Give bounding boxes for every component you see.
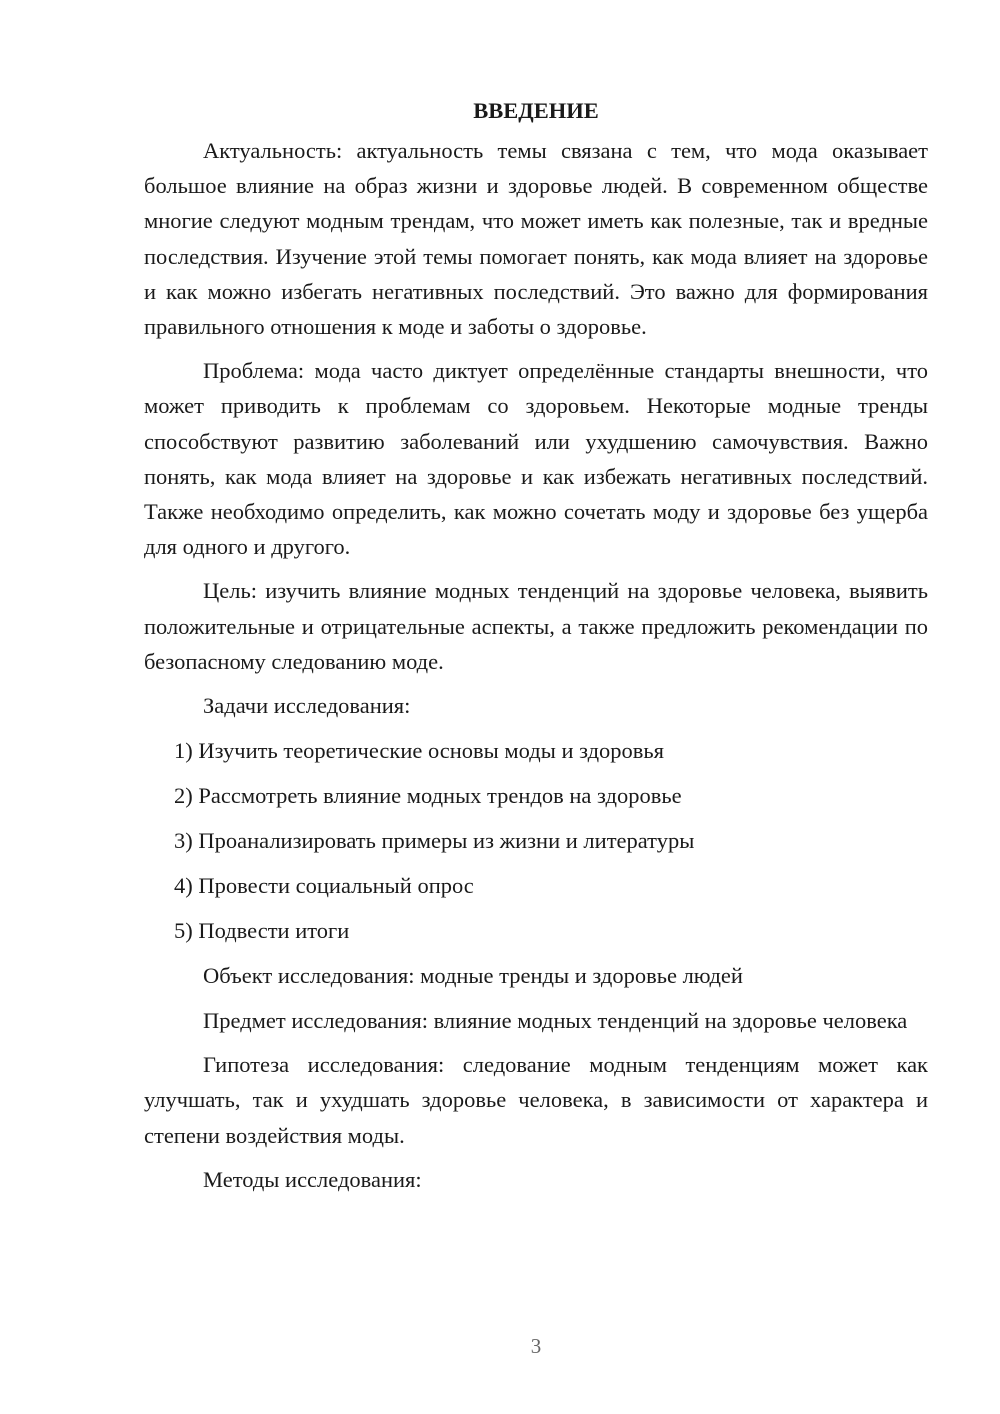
research-subject: Предмет исследования: влияние модных тенденций на здоровье человека (203, 1008, 908, 1034)
task-item: 2) Рассмотреть влияние модных трендов на здоровье (174, 783, 682, 809)
relevance-paragraph: Актуальность: актуальность темы связана с тем, что мода оказывает большое влияние на образ жизни и здоровье людей. В современном обществе многие следуют модным трендам, что может иметь как полезные, так и вредные последствия. Изучение этой темы помогает понять, как мода влияет на здоровье и как можно избегать негативных последствий. Это важно для формирования правильного отношения к моде и заботы о здоровье. (144, 138, 928, 340)
task-item: 4) Провести социальный опрос (174, 873, 474, 899)
document-body (144, 98, 928, 1207)
section-title: ВВЕДЕНИЕ (473, 98, 599, 123)
methods-heading: Методы исследования: (203, 1166, 422, 1192)
tasks-heading: Задачи исследования: (203, 693, 411, 719)
page-number: 3 (530, 1334, 542, 1358)
research-hypothesis: Гипотеза исследования: следование модным тенденциям может как улучшать, так и ухудшать здоровье человека, в зависимости от характера и степени воздействия моды. (144, 1052, 928, 1148)
problem-paragraph: Проблема: мода часто диктует определённые стандарты внешности, что может приводить к проблемам со здоровьем. Некоторые модные тренды способствуют развитию заболеваний или ухудшению самочувствия. Важно понять, как мода влияет на здоровье и как избежать негативных последствий. Также необходимо определить, как можно сочетать моду и здоровье без ущерба для одного и другого. (144, 358, 928, 560)
research-object: Объект исследования: модные тренды и здоровье людей (203, 963, 743, 989)
task-list (144, 733, 928, 948)
task-item: 5) Подвести итоги (174, 918, 350, 944)
task-item: 3) Проанализировать примеры из жизни и литературы (174, 828, 695, 854)
goal-paragraph: Цель: изучить влияние модных тенденций на здоровье человека, выявить положительные и отрицательные аспекты, а также предложить рекомендации по безопасному следованию моде. (144, 578, 928, 674)
task-item: 1) Изучить теоретические основы моды и здоровья (174, 738, 665, 764)
